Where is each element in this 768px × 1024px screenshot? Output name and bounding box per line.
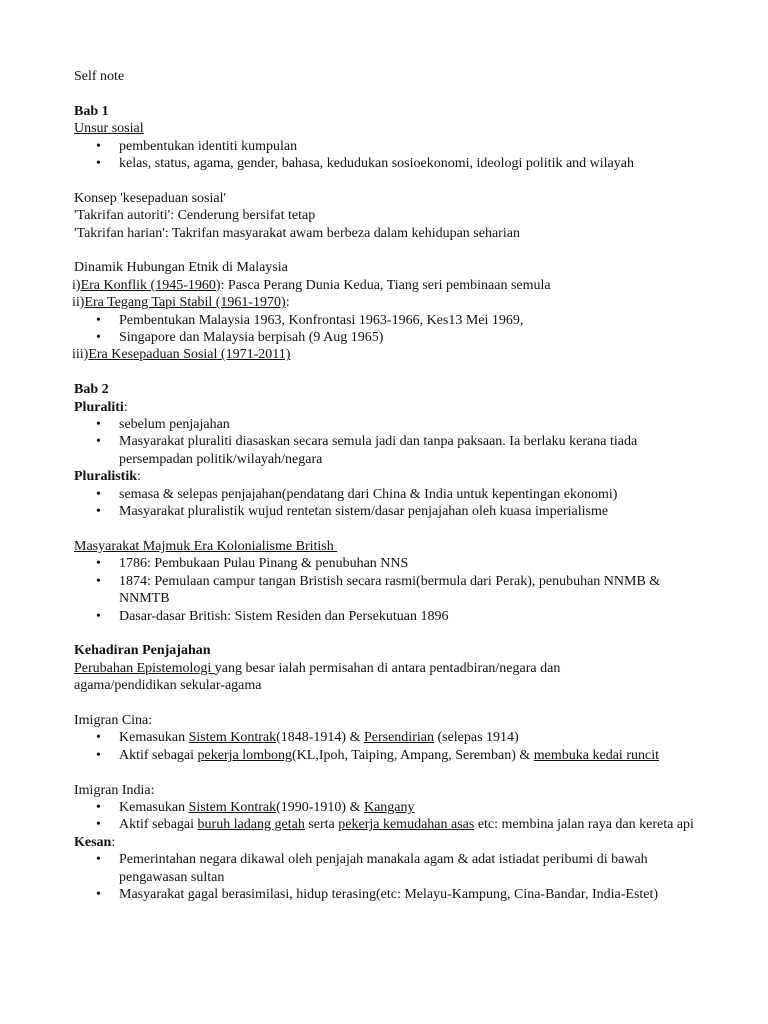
era-tegang-label: Era Tegang Tapi Stabil (1961-1970) <box>84 295 286 311</box>
list-item: • Kemasukan Sistem Kontrak(1848-1914) & Persendirian (selepas 1914) <box>96 730 519 746</box>
list-item: • Pemerintahan negara dikawal oleh penjajah manakala agam & adat istiadat peribumi di bawah pengawasan sultan <box>96 852 648 885</box>
list-item: • Masyarakat pluralistik wujud rentetan sistem/dasar penjajahan oleh kuasa imperialisme <box>96 504 609 520</box>
imigran-cina-list <box>74 729 728 764</box>
bullet-icon: • <box>96 504 101 520</box>
pluralistik-list <box>74 486 728 521</box>
epistemologi-label: Perubahan Epistemologi <box>74 660 215 676</box>
dinamik-heading: Dinamik Hubungan Etnik di Malaysia <box>74 260 288 276</box>
document-title: Self note <box>74 69 125 84</box>
spacer <box>74 764 728 781</box>
list-item: • kelas, status, agama, gender, bahasa, kedudukan sosioekonomi, ideologi politik and wilayah <box>96 156 634 172</box>
pluraliti-label: Pluraliti <box>74 399 124 415</box>
list-item: • Kemasukan Sistem Kontrak(1990-1910) & Kangany <box>96 799 415 815</box>
list-item: • Masyarakat gagal berasimilasi, hidup terasing(etc: Melayu-Kampung, Cina-Bandar, India-Estet) <box>96 886 659 902</box>
konsep-line: Konsep 'kesepaduan sosial' <box>74 190 227 206</box>
list-item: • Singapore dan Malaysia berpisah (9 Aug 1965) <box>96 330 384 346</box>
bab2-heading: Bab 2 <box>74 382 109 398</box>
era-kesepaduan-line: iii)Era Kesepaduan Sosial (1971-2011) <box>72 347 291 363</box>
bullet-icon: • <box>96 486 101 502</box>
era-kesepaduan-label: Era Kesepaduan Sosial (1971-2011) <box>88 347 291 363</box>
bullet-icon: • <box>96 417 101 433</box>
bullet-icon: • <box>96 817 101 833</box>
bullet-icon: • <box>96 799 101 815</box>
spacer <box>74 364 728 381</box>
pluralistik-label: Pluralistik <box>74 469 138 485</box>
bullet-icon: • <box>96 573 101 589</box>
takrifan-harian-line: 'Takrifan harian': Takrifan masyarakat awam berbeza dalam kehidupan seharian <box>74 225 520 241</box>
bullet-icon: • <box>96 312 101 328</box>
bullet-icon: • <box>96 852 101 868</box>
era-tegang-line: ii)Era Tegang Tapi Stabil (1961-1970): <box>72 295 290 311</box>
list-item: • Pembentukan Malaysia 1963, Konfrontasi 1963-1966, Kes13 Mei 1969, <box>96 312 524 328</box>
bullet-icon: • <box>96 138 101 154</box>
list-item: • semasa & selepas penjajahan(pendatang dari China & India untuk kepentingan ekonomi) <box>96 486 618 502</box>
unsur-sosial-label: Unsur sosial <box>74 121 144 137</box>
bullet-icon: • <box>96 608 101 624</box>
pluraliti-list <box>74 416 728 468</box>
kehadiran-heading: Kehadiran Penjajahan <box>74 643 211 659</box>
imigran-cina-heading: Imigran Cina: <box>74 712 153 728</box>
kesan-label: Kesan <box>74 834 112 850</box>
unsur-sosial-list <box>74 138 728 173</box>
list-item: • Aktif sebagai pekerja lombong(KL,Ipoh, Taiping, Ampang, Seremban) & membuka kedai runcit <box>96 747 659 763</box>
bab1-heading: Bab 1 <box>74 103 109 119</box>
spacer <box>74 695 728 712</box>
bullet-icon: • <box>96 747 101 763</box>
bullet-icon: • <box>96 886 101 902</box>
bullet-icon: • <box>96 730 101 746</box>
takrifan-autoriti-line: 'Takrifan autoriti': Cenderung bersifat tetap <box>74 208 316 224</box>
majmuk-list <box>74 555 728 625</box>
list-item: • sebelum penjajahan <box>96 417 230 433</box>
spacer <box>74 85 728 102</box>
spacer <box>74 172 728 189</box>
kesan-list <box>74 851 728 903</box>
bullet-icon: • <box>96 156 101 172</box>
list-item: • pembentukan identiti kumpulan <box>96 138 298 154</box>
imigran-india-list <box>74 799 728 834</box>
spacer <box>74 242 728 259</box>
era-konflik-label: Era Konflik (1945-1960) <box>80 277 221 293</box>
list-item: • Masyarakat pluraliti diasaskan secara semula jadi dan tanpa paksaan. Ia berlaku kerana tiada persempadan politik/wilayah/negara <box>96 434 638 467</box>
epistemologi-paragraph: Perubahan Epistemologi yang besar ialah permisahan di antara pentadbiran/negara dan agama/pendidikan sekular-agama <box>74 660 561 694</box>
spacer <box>74 625 728 642</box>
list-item: • 1874: Pemulaan campur tangan Bristish secara rasmi(bermula dari Perak), penubuhan NNMB & NNMTB <box>96 573 661 607</box>
document-page: Self note Bab 1 Unsur sosial • pembentukan identiti kumpulan • kelas, status, agama, gender, bahasa, kedudukan sosioekonomi, ideologi politik and wilayah Konsep 'kesepaduan sosial' 'Takrifan autoriti': Cenderung bersifat tetap 'Takrifan harian': Takrifan masyarakat awam berbeza dalam kehidupan seharian Dinamik Hubungan Etnik di Malaysia i)Era Konflik (1945-1960): Pasca Perang Dunia Kedua, Tiang seri pembinaan semula ii)Era Tegang Tapi Stabil (1961-1970): • Pembentukan Malaysia 1963, Konfrontasi 1963-1966, Kes13 Mei 1969, • Singapore dan Malaysia berpisah (9 Aug 1965) iii)Era Kesepaduan Sosial (1971-2011) Bab 2 Pluraliti: • sebelum penjajahan • Masyarakat pluraliti diasaskan secara semula jadi dan tanpa paksaan. Ia berlaku kerana tiada persempadan politik/wilayah/negara Pluralistik: • semasa & selepas penjajahan(pendatang dari China & India untuk kepentingan ekonomi) • Masyarakat pluralistik wujud rentetan sistem/dasar penjajahan oleh kuasa imperialisme Masyarakat Majmuk Era Kolonialisme British • 1786: Pembukaan Pulau Pinang & penubuhan NNS • 1874: Pemulaan campur tangan Bristish secara rasmi(bermula dari Perak), penubuhan NNMB & NNMTB • Dasar-dasar British: Sistem Residen dan Persekutuan 1896 Kehadiran Penjajahan Perubahan Epistemologi yang besar ialah permisahan di antara pentadbiran/negara dan agama/pendidikan sekular-agama Imigran Cina: • Kemasukan Sistem Kontrak(1848-1914) & Persendirian (selepas 1914) • Aktif sebagai pekerja lombong(KL,Ipoh, Taiping, Ampang, Seremban) & membuka kedai runcit Imigran India: • Kemasukan Sistem Kontrak(1990-1910) & Kangany • Aktif sebagai buruh ladang getah serta pekerja kemudahan asas etc: membina jalan raya dan kereta api Kesan: • Pemerintahan negara dikawal oleh penjajah manakala agam & adat istiadat peribumi di bawah pengawasan sultan • Masyarakat gagal berasimilasi, hidup terasing(etc: Melayu-Kampung, Cina-Bandar, India-Estet) <box>0 0 768 903</box>
imigran-india-heading: Imigran India: <box>74 782 155 798</box>
list-item: • Aktif sebagai buruh ladang getah serta pekerja kemudahan asas etc: membina jalan raya dan kereta api <box>96 817 694 833</box>
list-item: • 1786: Pembukaan Pulau Pinang & penubuhan NNS <box>96 556 409 572</box>
bullet-icon: • <box>96 556 101 572</box>
bullet-icon: • <box>96 434 101 450</box>
majmuk-heading: Masyarakat Majmuk Era Kolonialisme British <box>74 538 338 554</box>
list-item: • Dasar-dasar British: Sistem Residen dan Persekutuan 1896 <box>96 608 449 624</box>
era-tegang-list <box>74 312 728 347</box>
era-konflik-line: i)Era Konflik (1945-1960): Pasca Perang Dunia Kedua, Tiang seri pembinaan semula <box>72 277 551 293</box>
spacer <box>74 521 728 538</box>
bullet-icon: • <box>96 330 101 346</box>
